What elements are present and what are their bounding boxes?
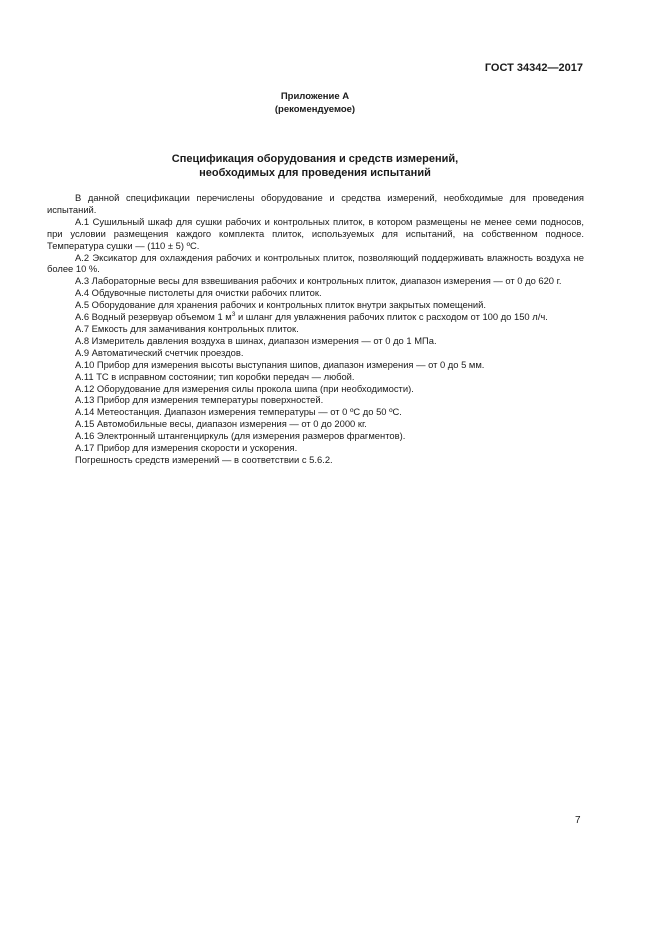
title-line-2: необходимых для проведения испытаний <box>199 167 431 179</box>
paragraph: А.15 Автомобильные весы, диапазон измерения — от 0 до 2000 кг. <box>75 418 367 430</box>
paragraph: Погрешность средств измерений — в соответствии с 5.6.2. <box>75 453 333 465</box>
paragraph: А.12 Оборудование для измерения силы прокола шипа (при необходимости). <box>75 382 414 394</box>
section-title <box>0 152 630 180</box>
paragraph: А.9 Автоматический счетчик проездов. <box>75 346 244 358</box>
paragraph-a6: А.6 Водный резервуар объемом 1 $м^3$ и шланг для увлажнения рабочих плиток с расходом от 100 до 150 л/ч. <box>75 311 548 323</box>
paragraph: А.1 Сушильный шкаф для сушки рабочих и контрольных плиток, в котором размещены не менее семи подносов, при условии размещения каждого комплекта плиток, используемых для испытаний, на собственном подносе. Температура сушки — (110 ± 5) ºС. <box>47 215 584 251</box>
paragraph: А.2 Эксикатор для охлаждения рабочих и контрольных плиток, позволяющий поддерживать влажность воздуха не более 10 %. <box>47 251 584 275</box>
paragraph: А.7 Емкость для замачивания контрольных плиток. <box>75 322 299 334</box>
appendix-status: (рекомендуемое) <box>274 104 356 115</box>
paragraph: А.10 Прибор для измерения высоты выступания шипов, диапазон измерения — от 0 до 5 мм. <box>75 358 485 370</box>
paragraph: А.13 Прибор для измерения температуры поверхностей. <box>75 394 324 406</box>
standard-number: ГОСТ 34342—2017 <box>484 62 583 74</box>
paragraph: А.11 ТС в исправном состоянии; тип коробки передач — любой. <box>75 370 355 382</box>
page-number: 7 <box>575 815 581 826</box>
paragraph: А.3 Лабораторные весы для взвешивания рабочих и контрольных плиток, диапазон измерения — от 0 до 620 г. <box>75 275 562 287</box>
paragraph: А.16 Электронный штангенциркуль (для измерения размеров фрагментов). <box>75 430 406 442</box>
paragraph: А.8 Измеритель давления воздуха в шинах, диапазон измерения — от 0 до 1 МПа. <box>75 334 437 346</box>
document-body <box>47 192 584 466</box>
paragraph: В данной спецификации перечислены оборудование и средства измерений, необходимые для проведения испытаний. <box>47 192 584 215</box>
paragraph: А.14 Метеостанция. Диапазон измерения температуры — от 0 ºС до 50 ºС. <box>75 406 402 418</box>
paragraph: А.4 Обдувочные пистолеты для очистки рабочих плиток. <box>75 287 322 299</box>
paragraph: А.17 Прибор для измерения скорости и ускорения. <box>75 442 298 454</box>
paragraph: А.5 Оборудование для хранения рабочих и контрольных плиток внутри закрытых помещений. <box>75 299 487 311</box>
appendix-label: Приложение А <box>280 91 350 102</box>
title-line-1: Спецификация оборудования и средств измерений, <box>171 153 459 165</box>
